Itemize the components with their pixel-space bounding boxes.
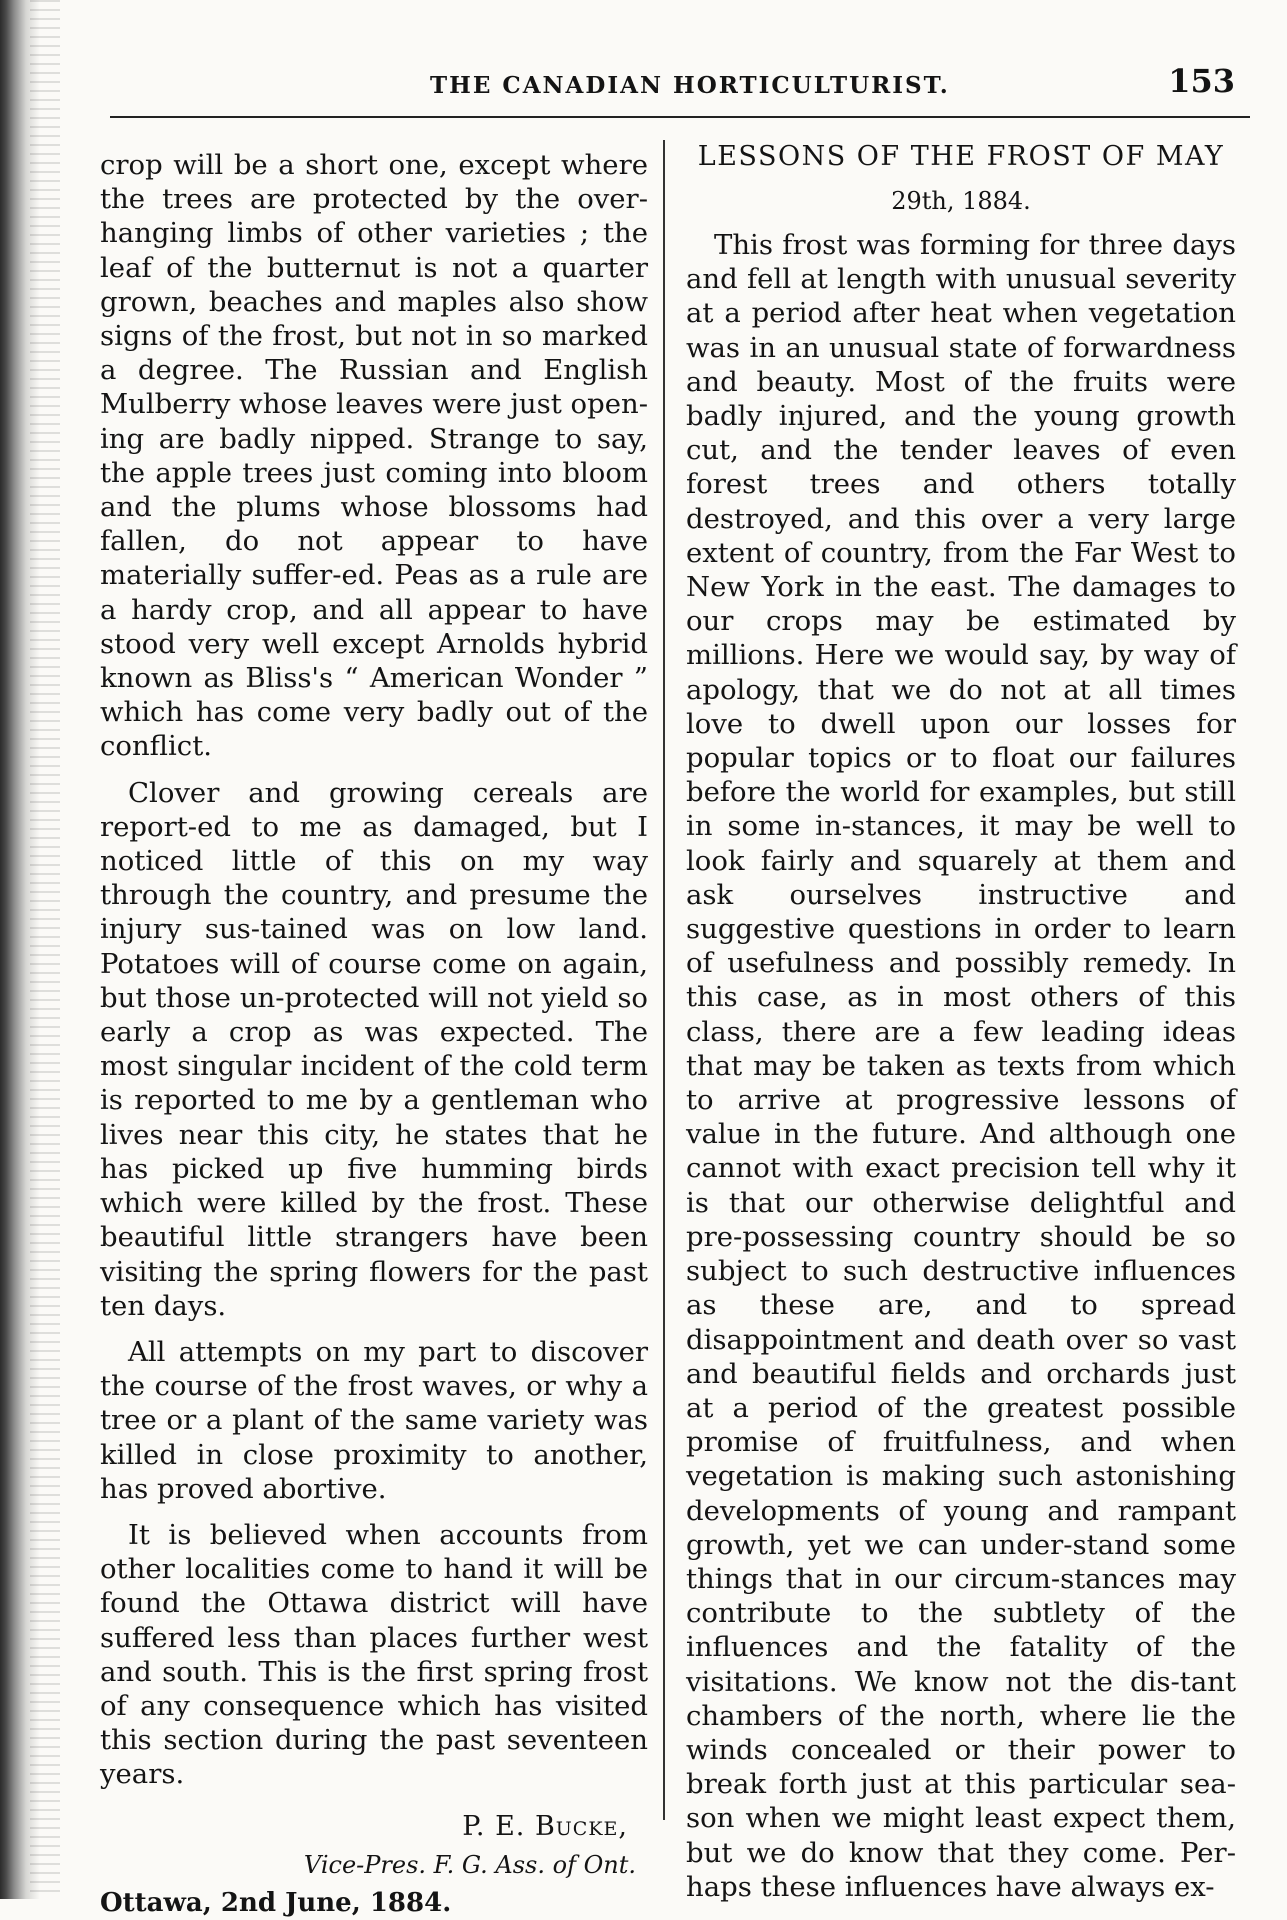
right-column <box>686 140 1236 1916</box>
page-binding-texture <box>30 0 60 1899</box>
paragraph: It is believed when accounts from other localities come to hand it will be found the Ottawa district will have suffered less than places further west and south. This is the first spring frost of any consequence which has visited this section during the past seventeen years. <box>100 1518 648 1791</box>
page-number: 153 <box>1168 62 1235 100</box>
paragraph: crop will be a short one, except where the trees are protected by the over-hanging limbs of other varieties ; the leaf of the butternut is not a quarter grown, beaches and maples also show signs of the frost, but not in so marked a degree. The Russian and English Mulberry whose leaves were just open-ing are badly nipped. Strange to say, the apple trees just coming into bloom and the plums whose blossoms had fallen, do not appear to have materially suffer-ed. Peas as a rule are a hardy crop, and all appear to have stood very well except Arnolds hybrid known as Bliss's “ American Wonder ” which has come very badly out of the conflict. <box>100 149 648 763</box>
column-divider <box>663 140 665 1820</box>
page-header <box>110 62 1255 102</box>
left-column <box>100 148 648 1920</box>
header-rule <box>110 116 1250 118</box>
author-title: Vice-Pres. F. G. Ass. of Ont. <box>303 1850 636 1879</box>
paragraph: All attempts on my part to discover the course of the frost waves, or why a tree or a plant of the same variety was killed in close proximity to another, has proved abortive. <box>100 1335 648 1505</box>
article-date: 29th, 1884. <box>891 187 1031 215</box>
author-signature: P. E. Bucke, <box>462 1810 628 1842</box>
article-title: LESSONS OF THE FROST OF MAY <box>697 141 1225 172</box>
paragraph: Clover and growing cereals are report-ed to me as damaged, but I noticed little of this on my way through the country, and presume the injury sus-tained was on low land. Potatoes will of course come on again, but those un-protected will not yield so early a crop as was expected. The most singular incident of the cold term is reported to me by a gentleman who lives near this city, he states that he has picked up five humming birds which were killed by the frost. These beautiful little strangers have been visiting the spring flowers for the past ten days. <box>100 776 648 1322</box>
dateline: Ottawa, 2nd June, 1884. <box>100 1887 452 1918</box>
paragraph: This frost was forming for three days and fell at length with unusual severity at a period after heat when vegetation was in an unusual state of forwardness and beauty. Most of the fruits were badly injured, and the young growth cut, and the tender leaves of even forest trees and others totally destroyed, and this over a very large extent of country, from the Far West to New York in the east. The damages to our crops may be estimated by millions. Here we would say, by way of apology, that we do not at all times love to dwell upon our losses for popular topics or to float our failures before the world for examples, but still in some in-stances, it may be well to look fairly and squarely at them and ask ourselves instructive and suggestive questions in order to learn of usefulness and possibly remedy. In this case, as in most others of this class, there are a few leading ideas that may be taken as texts from which to arrive at progressive lessons of value in the future. And although one cannot with exact precision tell why it is that our otherwise delightful and pre-possessing country should be so subject to such destructive influences as these are, and to spread disappointment and death over so vast and beautiful fields and orchards just at a period of the greatest possible promise of fruitfulness, and when vegetation is making such astonishing developments of young and rampant growth, yet we can under-stand some things that in our circum-stances may contribute to the subtlety of the influences and the fatality of the visitations. We know not the dis-tant chambers of the north, where lie the winds concealed or their power to break forth just at this particular sea-son when we might least expect them, but we do know that they come. Per-haps these influences have always ex- <box>686 229 1236 1903</box>
running-title: THE CANADIAN HORTICULTURIST. <box>430 72 950 99</box>
